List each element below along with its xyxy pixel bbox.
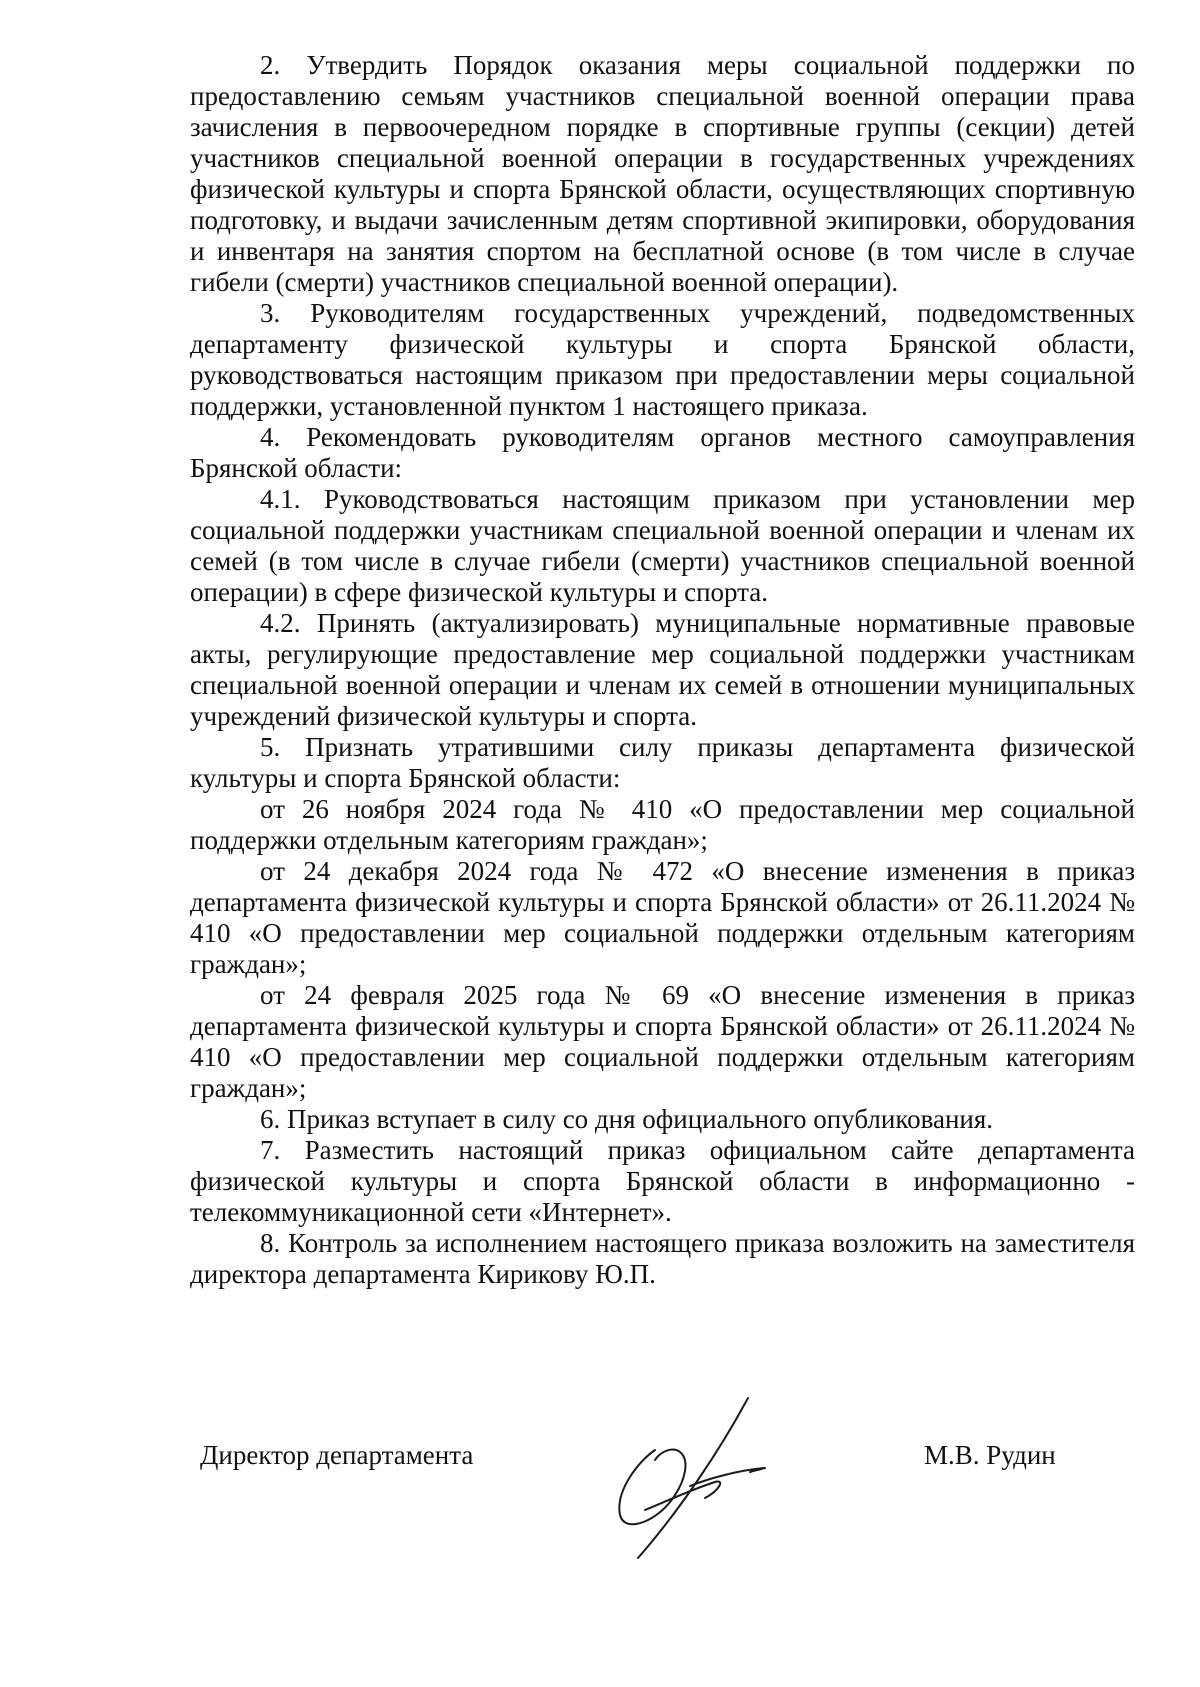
paragraph-8: 8. Контроль за исполнением настоящего приказа возложить на заместителя директора департамента Кирикову Ю.П. <box>190 1228 1135 1289</box>
order-body <box>190 50 1135 1290</box>
repealed-order-69: от 24 февраля 2025 года № 69 «О внесение изменения в приказ департамента физической культуры и спорта Брянской области» от 26.11.2024 № 410 «О предоставлении мер социальной поддержки отдельным категориям граждан»; <box>190 980 1135 1103</box>
paragraph-4-1: 4.1. Руководствоваться настоящим приказом при установлении мер социальной поддержки участникам специальной военной операции и членам их семей (в том числе в случае гибели (смерти) участников специальной военной операции) в сфере физической культуры и спорта. <box>190 484 1135 607</box>
handwritten-signature <box>600 1390 820 1590</box>
paragraph-4: 4. Рекомендовать руководителям органов местного самоуправления Брянской области: <box>190 422 1135 483</box>
paragraph-7: 7. Разместить настоящий приказ официальном сайте департамента физической культуры и спорта Брянской области в информационно - телекоммуникационной сети «Интернет». <box>190 1135 1135 1227</box>
signatory-name: М.В. Рудин <box>924 1440 1056 1470</box>
paragraph-3: 3. Руководителям государственных учреждений, подведомственных департаменту физической культуры и спорта Брянской области, руководствоваться настоящим приказом при предоставлении меры социальной поддержки, установленной пунктом 1 настоящего приказа. <box>190 298 1135 421</box>
paragraph-4-2: 4.2. Принять (актуализировать) муниципальные нормативные правовые акты, регулирующие предоставление мер социальной поддержки участникам специальной военной операции и членам их семей в отношении муниципальных учреждений физической культуры и спорта. <box>190 608 1135 731</box>
paragraph-5: 5. Признать утратившими силу приказы департамента физической культуры и спорта Брянской области: <box>190 732 1135 793</box>
paragraph-2: 2. Утвердить Порядок оказания меры социальной поддержки по предоставлению семьям участников специальной военной операции права зачисления в первоочередном порядке в спортивные группы (секции) детей участников специальной военной операции в государственных учреждениях физической культуры и спорта Брянской области, осуществляющих спортивную подготовку, и выдачи зачисленным детям спортивной экипировки, оборудования и инвентаря на занятия спортом на бесплатной основе (в том числе в случае гибели (смерти) участников специальной военной операции). <box>190 50 1135 297</box>
repealed-order-472: от 24 декабря 2024 года № 472 «О внесение изменения в приказ департамента физической культуры и спорта Брянской области» от 26.11.2024 № 410 «О предоставлении мер социальной поддержки отдельным категориям граждан»; <box>190 856 1135 979</box>
signatory-title: Директор департамента <box>200 1440 474 1470</box>
repealed-order-410: от 26 ноября 2024 года № 410 «О предоставлении мер социальной поддержки отдельным категориям граждан»; <box>190 794 1135 855</box>
paragraph-6: 6. Приказ вступает в силу со дня официального опубликования. <box>260 1104 994 1134</box>
